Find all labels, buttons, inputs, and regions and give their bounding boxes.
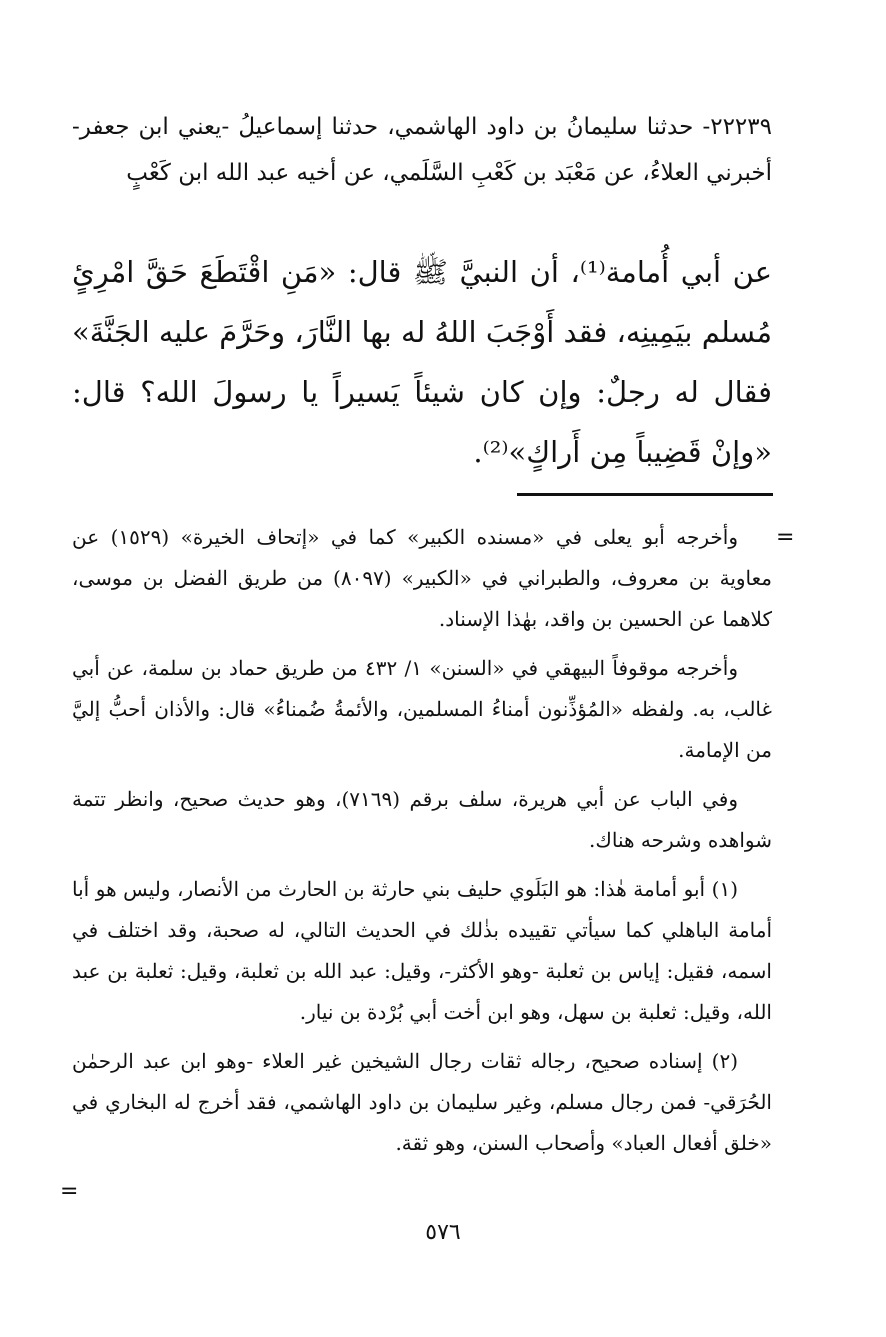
- footnote-separator: [517, 493, 773, 496]
- continuation-mark-bottom: =: [60, 1179, 79, 1204]
- footnote-paragraph: وأخرجه أبو يعلى في «مسنده الكبير» كما في «إتحاف الخيرة» (١٥٢٩) عن معاوية بن معروف، والطبراني في «الكبير» (٨٠٩٧) من طريق الفضل بن موسى، كلاهما عن الحسين بن واقد، بهٰذا الإسناد.: [72, 525, 773, 631]
- hadith-matn: عن أبي أُمامة⁽¹⁾، أن النبيَّ ﷺ قال: «مَنِ اقْتَطَعَ حَقَّ امْرِئٍ مُسلم بيَمِينِه، فقد أَوْجَبَ اللهُ له بها النَّارَ، وحَرَّمَ عليه الجَنَّةَ» فقال له رجلٌ: وإن كان شيئاً يَسيراً يا رسولَ الله؟ قال: «وإنْ قَضِيباً مِن أَراكٍ»⁽²⁾.: [72, 255, 773, 469]
- footnote-2: (٢) إسناده صحيح، رجاله ثقات رجال الشيخين غير العلاء -وهو ابن عبد الرحمٰن الحُرَقي- فمن رجال مسلم، وغير سليمان بن داود الهاشمي، فقد أخرج له البخاري في «خلق أفعال العباد» وأصحاب السنن، وهو ثقة.: [72, 1049, 772, 1155]
- continuation-mark-top: =: [776, 525, 795, 550]
- footnote-paragraph: وفي الباب عن أبي هريرة، سلف برقم (٧١٦٩)، وهو حديث صحيح، وانظر تتمة شواهده وشرحه هناك.: [72, 787, 772, 852]
- footnotes: [72, 517, 772, 1172]
- footnote-paragraph: وأخرجه موقوفاً البيهقي في «السنن» ١/ ٤٣٢ من طريق حماد بن سلمة، عن أبي غالب، به. ولفظه «المُؤذِّنون أمناءُ المسلمين، والأئمةُ ضُمناءُ» قال: والأذان أحبُّ إليَّ من الإمامة.: [72, 656, 772, 762]
- hadith-isnad: ٢٢٢٣٩- حدثنا سليمانُ بن داود الهاشمي، حدثنا إسماعيلُ -يعني ابن جعفر- أخبرني العلاءُ، عن مَعْبَد بن كَعْبِ السَّلَمي، عن أخيه عبد الله ابن كَعْبٍ: [72, 114, 772, 186]
- page-number: ٥٧٦: [425, 1220, 461, 1245]
- footnote-1: (١) أبو أمامة هٰذا: هو البَلَوي حليف بني حارثة بن الحارث من الأنصار، وليس هو أبا أمامة الباهلي كما سيأتي تقييده بذٰلك في الحديث التالي، له صحبة، وقد اختلف في اسمه، فقيل: إياس بن ثعلبة -وهو الأكثر-، وقيل: عبد الله بن ثعلبة، وقيل: ثعلبة بن عبد الله، وقيل: ثعلبة بن سهل، وهو ابن أخت أبي بُرْدة بن نيار.: [72, 877, 772, 1024]
